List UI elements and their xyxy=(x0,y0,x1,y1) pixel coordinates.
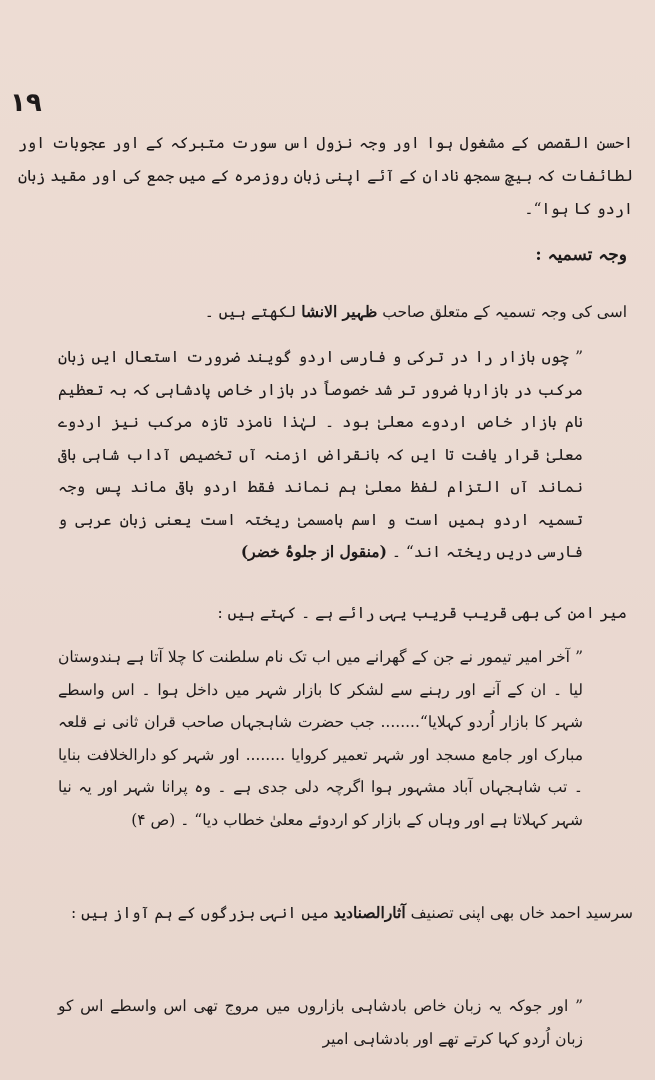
paragraph-sir-syed xyxy=(18,896,633,930)
section-heading: وجہ تسمیہ : xyxy=(535,245,627,265)
text-segment: لکھتے ہیں ۔ xyxy=(204,303,297,321)
text-segment: میں انہی بزرگوں کے ہم آواز ہیں : xyxy=(70,904,329,922)
book-title-asar-us-sanadid: آثارالصنادید xyxy=(333,903,406,922)
paragraph-zahir-intro xyxy=(160,295,627,329)
text-segment: اسی کی وجہ تسمیہ کے متعلق صاحب xyxy=(382,303,627,321)
quote-text: ” چوں بازار را در ترکی و فارسی اردو گویند ضرورت استعال ایں زبان مرکب در بازارہا ضرور تر شد خصوصاً در بازار خاص پادشاہی کہ بہ تعظیم نام بازار خاص اردوے معلیٰ بود ۔ لہٰذا نامزد تازہ مرکب نیز اردوے معلیٰ قرار یافت تا ایں کہ بانقراض ازمنہ آں تخصیص آداب شاہی باقی نماند آں التزام لفظ معلیٰ ہم نماند فقط اردو باقی ماند پس وجہ تسمیہ اردو ہمیں است و اسم بامسمیٰ ریختہ است یعنی زبان عربی و فارسی دریں ریختہ اند“ ۔ xyxy=(58,348,583,561)
quote-mir-amman: ” آخر امیر تیمور نے جن کے گھرانے میں اب تک نام سلطنت کا چلا آتا ہے ہندوستان لیا ۔ ان کے آنے اور رہنے سے لشکر کا بازار شہر میں داخل ہوا ۔ اس واسطے شہر کا بازار اُردو کہلایا“........ جب حضرت شاہجہاں صاحب قران ثانی نے قلعہ مبارک اور جامع مسجد اور شہر تعمیر کروایا ........ اور شہر کو دارالخلافت بنایا ۔ تب شاہجہاں آباد مشہور ہوا اگرچہ دلی جدی ہے ۔ وہ پرانا شہر اور یہ نیا شہر کہلاتا ہے اور وہاں کے بازار کو اردوئے معلیٰ خطاب دیا“ ۔ (ص ۴) xyxy=(58,648,583,829)
quote-sir-syed: ” اور جوکہ یہ زبان خاص بادشاہی بازاروں میں مروج تھی اس واسطے اس کو زبان اُردو کہا کرتے تھے اور بادشاہی امیر xyxy=(58,997,583,1048)
paragraph-mir-amman: میر امن کی بھی قریب قریب یہی رائے ہے ۔ کہتے ہیں : xyxy=(217,604,627,622)
book-title-zahir-ul-insha: ظہیر الانشا xyxy=(301,302,378,321)
quote-persian xyxy=(58,341,583,569)
page-number: ۱۹ xyxy=(10,88,42,118)
paragraph-intro: احسن القصص کے مشغول ہوا اور وجہ نزول اس سورت متبرکہ کے اور عجوبات اور لطائفات کہ بیچ سمجھ نادان کے آئے اپنی زبان روزمرہ کے میں جمع کی اور مقید زبان اردو کا ہوا“۔ xyxy=(18,134,633,218)
quote-citation: (منقول از جلوۂ خضر) xyxy=(240,542,387,561)
text-segment: سرسید احمد خاں بھی اپنی تصنیف xyxy=(410,904,633,922)
